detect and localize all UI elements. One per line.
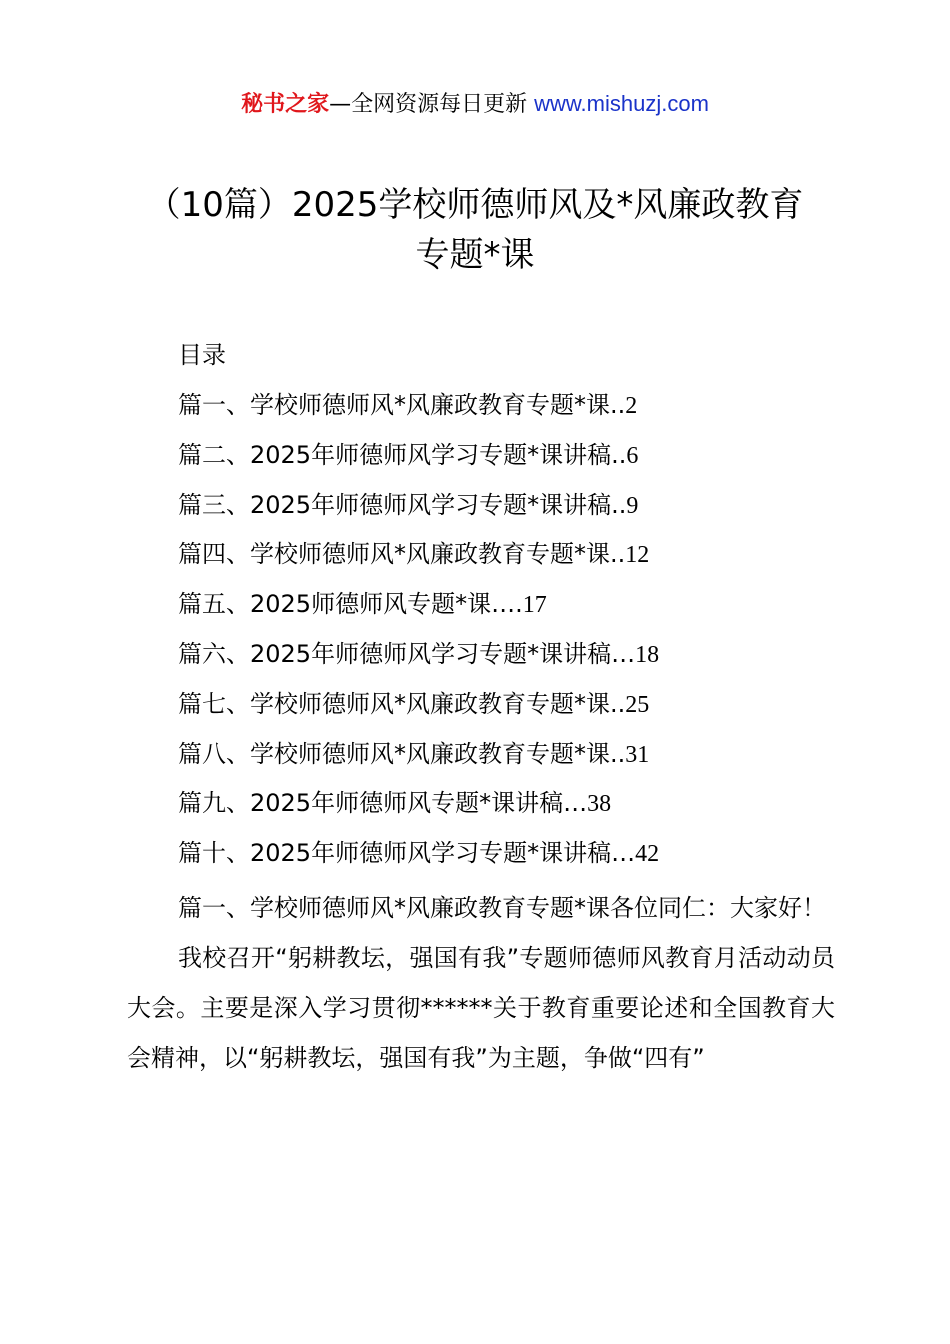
toc-item <box>178 836 838 886</box>
site-url[interactable]: www.mishuzj.com <box>534 91 709 116</box>
toc-item-page: 42 <box>635 841 660 868</box>
header-tagline: —全网资源每日更新 <box>329 92 528 117</box>
toc-item-page: 17 <box>522 592 547 619</box>
brand-name: 秘书之家 <box>241 92 330 117</box>
body-paragraph-1: 篇一、学校师德师风*风廉政教育专题*课各位同仁：大家好！ <box>178 894 826 922</box>
title-line-2: 专题*课 <box>415 235 535 275</box>
toc-item <box>178 587 838 637</box>
toc-item <box>178 786 838 836</box>
toc-item <box>178 488 838 538</box>
toc-item-page: 31 <box>625 741 650 768</box>
body-paragraph-2: 我校召开“躬耕教坛，强国有我”专题师德师风教育月活动动员大会。主要是深入学习贯彻******关于教育重要论述和全国教育大会精神，以“躬耕教坛，强国有我”为主题，争做“四有” <box>127 944 835 1072</box>
toc-item-page: 2 <box>625 393 638 419</box>
toc-item <box>178 737 838 787</box>
toc-item-label: 篇二、2025年师德师风学习专题*课讲稿.. <box>178 440 627 469</box>
document-title <box>110 180 840 280</box>
toc-item-label: 篇八、学校师德师风*风廉政教育专题*课.. <box>178 739 626 768</box>
toc-heading: 目录 <box>178 341 226 369</box>
document-body <box>127 883 835 1083</box>
toc-item-page: 9 <box>626 492 639 519</box>
toc-item-page: 38 <box>587 791 612 818</box>
toc-item <box>178 637 838 687</box>
site-header <box>0 88 950 121</box>
toc-item-page: 18 <box>635 641 660 668</box>
toc-item-label: 篇一、学校师德师风*风廉政教育专题*课.. <box>178 391 626 419</box>
toc-item <box>178 438 838 488</box>
toc-item-label: 篇九、2025年师德师风专题*课讲稿… <box>178 789 588 818</box>
toc-item <box>178 388 838 438</box>
toc-item-label: 篇四、学校师德师风*风廉政教育专题*课.. <box>178 540 626 569</box>
toc-item-label: 篇三、2025年师德师风学习专题*课讲稿.. <box>178 490 627 519</box>
title-line-1: （10篇）2025学校师德师风及*风廉政教育 <box>146 185 804 225</box>
toc-item-page: 12 <box>625 542 650 569</box>
toc-item-label: 篇六、2025年师德师风学习专题*课讲稿… <box>178 639 636 668</box>
toc-item-label: 篇十、2025年师德师风学习专题*课讲稿… <box>178 839 636 868</box>
toc-item <box>178 537 838 587</box>
toc-item <box>178 687 838 737</box>
toc-item-page: 25 <box>625 691 650 718</box>
table-of-contents <box>178 388 838 886</box>
toc-item-label: 篇七、学校师德师风*风廉政教育专题*课.. <box>178 689 626 718</box>
toc-item-page: 6 <box>626 442 639 469</box>
toc-item-label: 篇五、2025师德师风专题*课…. <box>178 590 523 619</box>
